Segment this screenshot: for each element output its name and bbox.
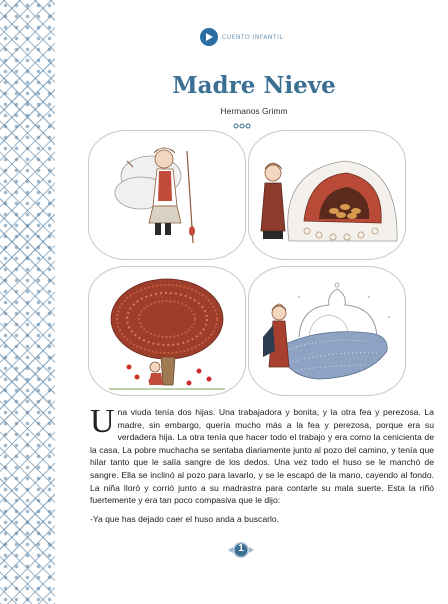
publisher-logo <box>200 28 283 46</box>
story-paragraph: na viuda tenía dos hijas. Una trabajadora y bonita, y la otra fea y perezosa. La madre, sin embargo, quería mucho más a la fea y perezosa, porque era su verdadera hija. La otra tenía que hacer todo el trabajo y era como la cenicienta de la casa. La pobre muchacha se sentaba diariamente junto al pozo del camino, y tenía que hilar tanto que le salía sangre de los dedos. Una vez todo el huso se le manchó de sangre. Ella se inclinó al pozo para lavarlo, y se le escapó de la mano, cayendo al fondo. La niña lloró y corrió junto a su madrastra para contarle su mala suerte. Esta la riñó fuertemente y era tan poco compasiva que le dijo: <box>90 407 434 506</box>
story-text <box>90 403 434 525</box>
ornament-icon <box>233 122 251 130</box>
girl-baking-bread-oven-illustration <box>249 131 405 259</box>
side-pattern-decoration <box>0 0 55 604</box>
page-number-badge <box>228 541 254 559</box>
illustration-frame-3 <box>88 266 246 396</box>
story-dialogue: -Ya que has dejado caer el huso anda a buscarlo. <box>90 513 280 524</box>
girl-spinning-illustration <box>89 131 245 259</box>
apple-tree-illustration <box>89 267 245 395</box>
logo-text: CUENTO INFANTIL <box>222 33 284 41</box>
document-page <box>60 0 448 604</box>
story-author: Hermanos Grimm <box>220 106 288 116</box>
story-title: Madre Nieve <box>172 72 336 99</box>
shaking-feather-bed-illustration <box>249 267 405 395</box>
illustration-frame-2 <box>248 130 406 260</box>
play-icon <box>200 28 218 46</box>
page-number: 1 <box>238 543 244 554</box>
illustration-frame-1 <box>88 130 246 260</box>
illustration-frame-4 <box>248 266 406 396</box>
dropcap: U <box>90 403 115 440</box>
